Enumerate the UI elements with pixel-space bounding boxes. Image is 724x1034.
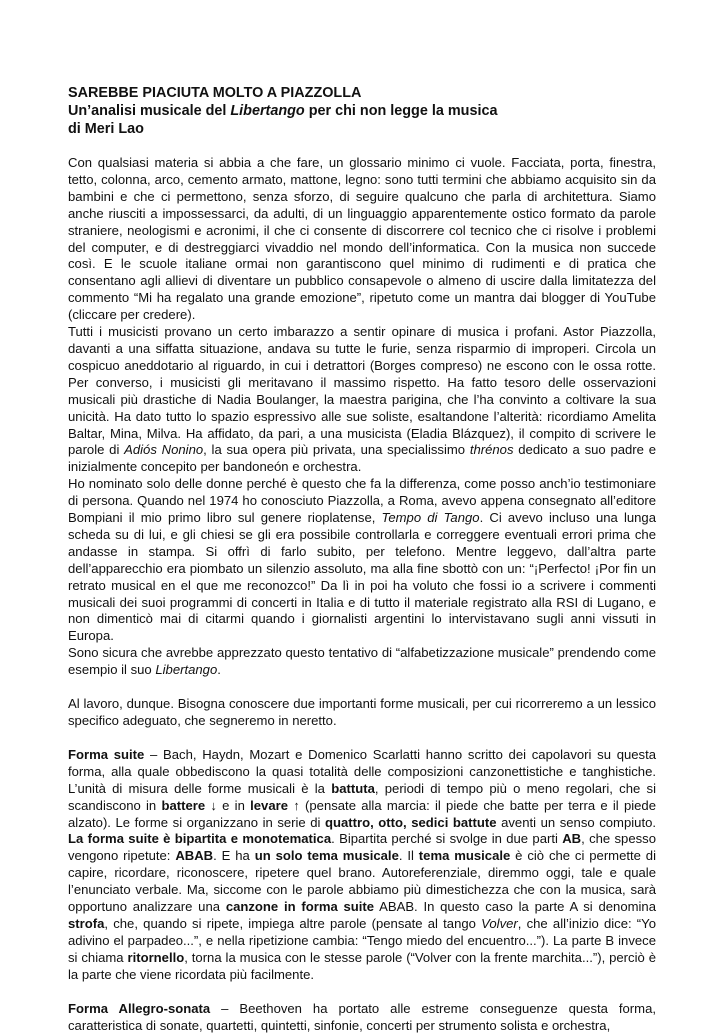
paragraph-alfabetizzazione: [68, 645, 656, 679]
bold-term: battere: [161, 797, 206, 813]
text-run: Con qualsiasi materia si abbia a che fare, un glossario minimo ci vuole. Facciata, porta, finestra, tetto, colonna, arco, cemento armato, mattone, legno: sono tutti termini che abbiamo acquisito sin da bambini e che ci permettono, senza sforzo, di seguire qualcuno che parla di architettura. Siamo anche riusciti a impossessarci, da adulti, di un linguaggio apparentemente ostico formato da parole straniere, neologismi e acronimi, il che ci consente di discorrere col tecnico che ci risolve i problemi del computer, e di destreggiarci vivaddio nel mondo dell’informatica. Con la musica non succede così. E le scuole italiane ormai non garantiscono quel minimo di rudimenti e di pratica che consentano agli allievi di diventare un pubblico consapevole o almeno di uscire dalla limitatezza del commento “Mi ha regalato una grande emozione”, ripetuto come un mantra dai blogger di YouTube (cliccare per credere).: [68, 155, 656, 323]
text-run: Al lavoro, dunque. Bisogna conoscere due importanti forme musicali, per cui ricorreremo a un lessico specifico adeguato, che segneremo in neretto.: [68, 696, 656, 728]
title-block: [68, 84, 656, 138]
paragraph-forma-allegro-sonata: [68, 1001, 656, 1034]
paragraph-glossario: [68, 155, 656, 324]
bold-term: levare: [250, 797, 288, 813]
italic-title: Tempo di Tango: [381, 510, 480, 526]
text-run: , la sua opera più privata, una specialissimo: [203, 442, 470, 458]
text-run: . Ci avevo incluso una lunga scheda su di lui, e gli chiesi se gli era possibile controllarla e correggere eventuali errori prima che andasse in stampa. Si offrì di farlo subito, per telefono. Mentre leggevo, dall’altra parte dell’apparecchio era piombato un silenzio assoluto, ma alla fine sbottò con un: “¡Perfecto! ¡Por fin un retrato musical en el que me reconozco!” Da lì in poi ha voluto che fossi io a scrivere i commenti musicali dei suoi programmi di concerti in Italia e di tutto il materiale registrato alla RSI di Lugano, e non dimenticò mai di citarmi quando i giornalisti argentini lo intervistavano sugli anni vissuti in Europa.: [68, 510, 656, 644]
text-run: , che spesso vengono ripetute:: [68, 831, 656, 864]
bold-term: tema musicale: [418, 848, 511, 864]
text-run: aventi un senso compiuto.: [496, 814, 656, 830]
italic-title: Libertango: [230, 103, 305, 119]
bold-term: strofa: [68, 915, 105, 931]
document-page: [68, 84, 656, 1034]
text-run: ABAB. In questo caso la parte A si denomina: [374, 899, 656, 915]
bold-term: Forma suite: [68, 746, 145, 762]
text-run: , che all’inizio dice: “Yo adivino el parpadeo...”, e nella ripetizione cambia: “Tengo miedo del encuentro...”). La parte B invece si chiama: [68, 915, 656, 965]
text-run: è ciò che ci permette di capire, ricordare, riconoscere, ripetere quel brano. Autoreferenziale, diremmo oggi, tale e quale l’enunciato verbale. Ma, siccome con le parole abbiamo più dimestichezza che con la musica, sarà opportuno analizzare una: [68, 848, 656, 915]
text-run: Sono sicura che avrebbe apprezzato questo tentativo di “alfabetizzazione musicale” prendendo come esempio il suo: [68, 645, 656, 678]
text-run: , che, quando si ripete, impiega altre parole (pensate al tango: [104, 915, 482, 931]
document-subtitle: [68, 102, 656, 120]
paragraph-spacer: [68, 984, 656, 1001]
text-run: . Bipartita perché si svolge in due parti: [331, 831, 563, 847]
bold-term: ABAB: [175, 848, 214, 864]
bold-term: ritornello: [127, 949, 185, 965]
text-run: – Beethoven ha portato alle estreme conseguenze questa forma, caratteristica di sonate, quartetti, quintetti, sinfonie, concerti per strumento solista e orchestra,: [68, 1000, 656, 1033]
text-run: Ho nominato solo delle donne perché è questo che fa la differenza, come posso anch’io testimoniare di persona. Quando nel 1974 ho conosciuto Piazzolla, a Roma, avevo appena consegnato all’editore Bompiani il mio primo libro sul genere rioplatense,: [68, 476, 656, 526]
text-run: , periodi di tempo più o meno regolari, che si scandiscono in: [68, 780, 657, 813]
text-run: ↓ e in: [205, 797, 251, 813]
text-run: – Bach, Haydn, Mozart e Domenico Scarlatti hanno scritto dei capolavori su questa forma, alla quale obbediscono la quasi totalità delle composizioni canzonettistiche e tanghistiche. L’unità di misura delle forme musicali è la: [68, 746, 657, 796]
bold-term: quattro, otto, sedici battute: [325, 814, 497, 830]
italic-title: Libertango: [155, 662, 218, 678]
text-run: ↑ (pensate alla marcia: il piede che batte per terra e il piede alzato). Le forme si organizzano in serie di: [68, 797, 656, 830]
text-run: .: [217, 662, 221, 678]
bold-term: un solo tema musicale: [254, 848, 399, 864]
text-run: dedicato a suo padre e inizialmente concepito per bandoneón e orchestra.: [68, 442, 656, 475]
paragraph-forma-suite: [68, 747, 656, 984]
bold-term: battuta: [331, 780, 375, 796]
text-run: Tutti i musicisti provano un certo imbarazzo a sentir opinare di musica i profani. Astor Piazzolla, davanti a una siffatta situazione, andava su tutte le furie, senza risparmio di improperi. Circola un cospicuo aneddotario al riguardo, in cui i detrattori (Borges compreso) ne escono con le ossa rotte. Per converso, i musicisti gli meritavano il massimo rispetto. Ha fatto tesoro delle osservazioni musicali più drastiche di Nadia Boulanger, la maestra parigina, che l’ha convinto a coltivare la sua unicità. Ha dato tutto lo spazio espressivo alle sue soliste, esaltandone l’alterità: ricordiamo Amelita Baltar, Mina, Milva. Ha affidato, da pari, a una musicista (Eladia Blázquez), il compito di scrivere le parole di: [68, 324, 656, 458]
italic-title: Adiós Nonino: [124, 442, 204, 458]
text-run: per chi non legge la musica: [304, 103, 498, 119]
document-title: SAREBBE PIACIUTA MOLTO A PIAZZOLLA: [68, 85, 362, 101]
text-run: , torna la musica con le stesse parole (“Volver con la frente marchita...”), perciò è la parte che viene ricordata più facilmente.: [68, 949, 656, 982]
paragraph-spacer: [68, 679, 656, 696]
bold-term: AB: [562, 831, 582, 847]
bold-term: canzone in forma suite: [225, 899, 375, 915]
paragraph-spacer: [68, 730, 656, 747]
paragraph-al-lavoro: [68, 696, 656, 730]
italic-title: thrénos: [469, 442, 514, 458]
document-author: di Meri Lao: [68, 121, 144, 137]
paragraph-donne: [68, 476, 656, 645]
text-run: . E ha: [213, 848, 255, 864]
italic-title: Volver: [481, 915, 518, 931]
text-run: Un’analisi musicale del: [68, 103, 231, 119]
bold-term: Forma Allegro-sonata: [68, 1000, 211, 1016]
text-run: . Il: [398, 848, 419, 864]
bold-term: La forma suite è bipartita e monotematica: [68, 831, 332, 847]
paragraph-musicisti: [68, 324, 656, 476]
